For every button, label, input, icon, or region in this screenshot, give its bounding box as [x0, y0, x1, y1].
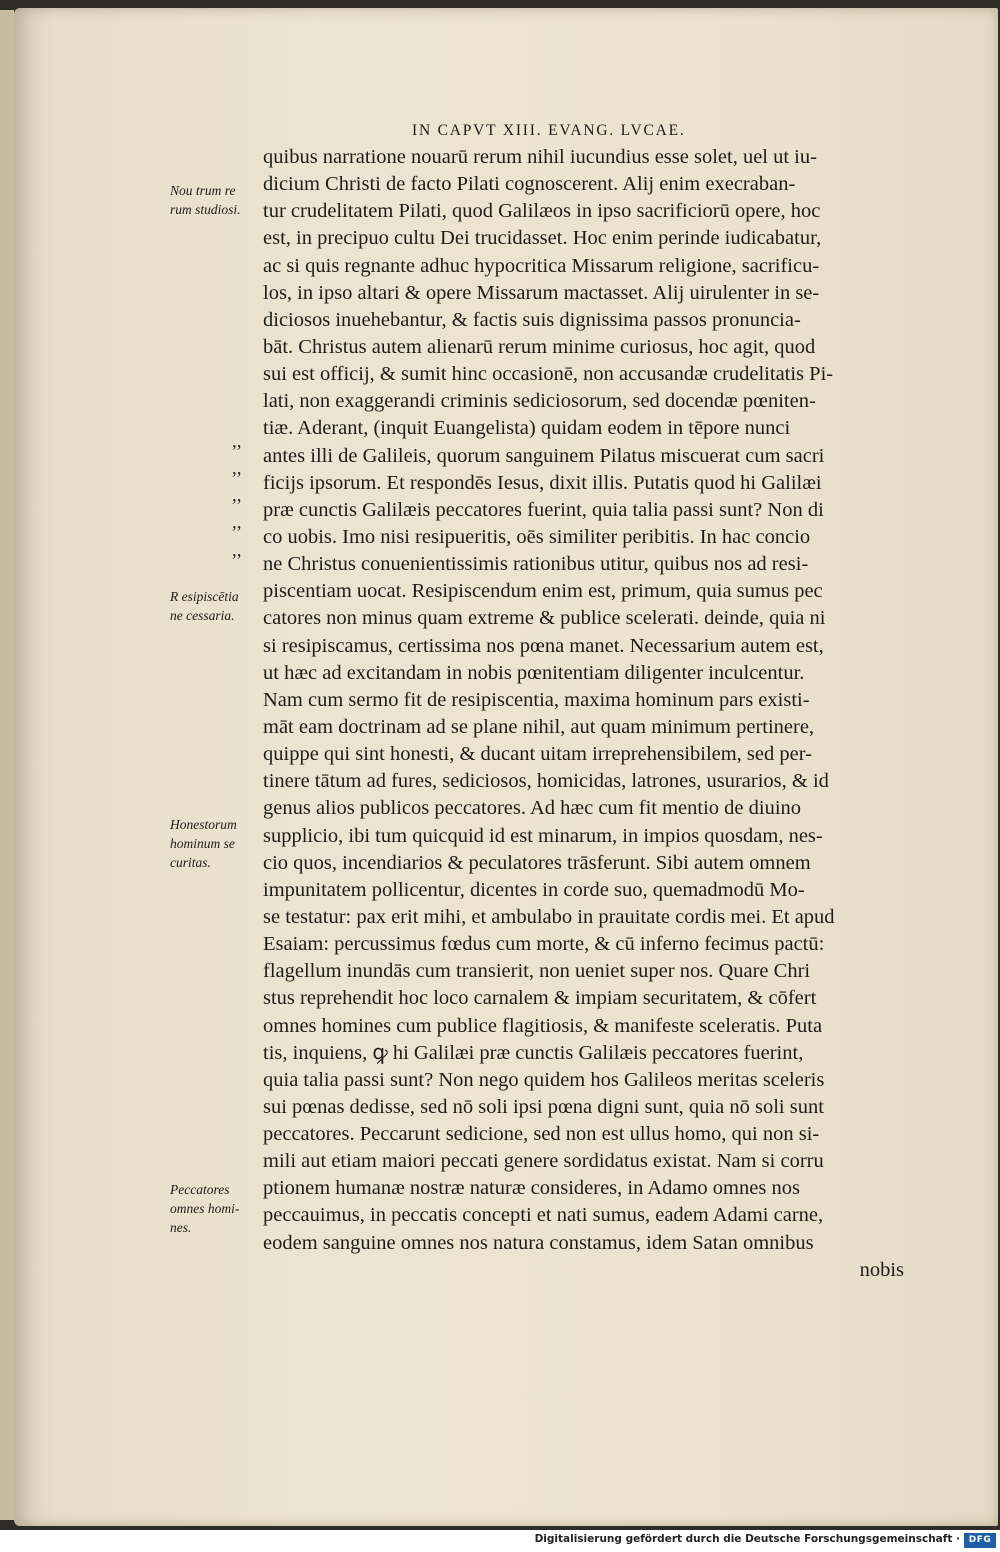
- marginal-note-line: Nou trum re: [170, 183, 236, 198]
- marginal-note-line: omnes homi-: [170, 1201, 240, 1216]
- text-line: catores non minus quam extreme & publice scelerati. deinde, quia ni: [263, 607, 826, 630]
- text-line: cio quos, incendiarios & peculatores trāsferunt. Sibi autem omnem: [263, 851, 811, 874]
- text-line: ne Christus conuenientissimis rationibus utitur, quibus nos ad resi-: [263, 553, 809, 576]
- text-line: si resipiscamus, certissima nos pœna manet. Necessarium autem est,: [263, 634, 824, 657]
- text-line: flagellum inundās cum transierit, non ueniet super nos. Quare Chri: [263, 960, 811, 983]
- marginal-note-line: ne cessaria.: [170, 608, 235, 623]
- text-line: ut hæc ad excitandam in nobis pœnitentiam diligenter inculcentur.: [263, 661, 805, 684]
- text-line: tiæ. Aderant, (inquit Euangelista) quidam eodem in tēpore nunci: [263, 417, 791, 440]
- text-line: Nam cum sermo fit de resipiscentia, maxima hominum pars existi-: [263, 688, 810, 711]
- quote-mark: ,,: [232, 539, 242, 561]
- text-line: est, in precipuo cultu Dei trucidasset. Hoc enim perinde iudicabatur,: [263, 227, 822, 250]
- text-line: genus alios publicos peccatores. Ad hæc cum fit mentio de diuino: [263, 797, 802, 820]
- text-line: omnes homines cum publice flagitiosis, & manifeste sceleratis. Puta: [263, 1014, 823, 1037]
- text-line: peccatores. Peccarunt sedicione, sed non est ullus homo, qui non si-: [263, 1123, 820, 1146]
- main-text-block: [263, 144, 908, 1284]
- text-line: tur crudelitatem Pilati, quod Galilæos in ipso sacrificiorū opere, hoc: [263, 200, 821, 223]
- marginal-note-line: Honestorum: [170, 817, 237, 832]
- marginal-note-line: hominum se: [170, 836, 235, 851]
- marginal-note-sinners: [170, 1180, 262, 1237]
- text-line: sui est officij, & sumit hinc occasionē, non accusandæ crudelitatis Pi-: [263, 363, 834, 386]
- text-line: dicium Christi de facto Pilati cognoscerent. Alij enim execraban-: [263, 173, 796, 196]
- funding-credit: Digitalisierung gefördert durch die Deutsche Forschungsgemeinschaft ·: [534, 1533, 960, 1545]
- text-line: Esaiam: percussimus fœdus cum morte, & cū inferno fecimus pactū:: [263, 933, 825, 956]
- text-line: præ cunctis Galilæis peccatores fuerint, quia talia passi sunt? Non di: [263, 498, 824, 521]
- text-line: stus reprehendit hoc loco carnalem & impiam securitatem, & cōfert: [263, 987, 817, 1010]
- text-line: co uobis. Imo nisi resipueritis, oēs similiter peribitis. In hac concio: [263, 525, 811, 548]
- text-line: piscentiam uocat. Resipiscendum enim est, primum, quia sumus pec: [263, 580, 823, 603]
- marginal-note-line: rum studiosi.: [170, 202, 241, 217]
- text-line: quibus narratione nouarū rerum nihil iucundius esse solet, uel ut iu-: [263, 146, 817, 168]
- marginal-note-honest-security: [170, 815, 262, 872]
- text-line: bāt. Christus autem alienarū rerum minime curiosus, hoc agit, quod: [263, 335, 816, 358]
- text-line: eodem sanguine omnes nos natura constamus, idem Satan omnibus: [263, 1231, 814, 1254]
- text-line: peccauimus, in peccatis concepti et nati sumus, eadem Adami carne,: [263, 1204, 824, 1227]
- text-line: lati, non exaggerandi criminis sediciosorum, sed docendæ pœniten-: [263, 390, 816, 413]
- text-line: antes illi de Galileis, quorum sanguinem Pilatus miscuerat cum sacri: [263, 444, 825, 467]
- text-line: diciosos inuehebantur, & factis suis dignissima passos pronuncia-: [263, 308, 801, 331]
- text-line: impunitatem pollicentur, dicentes in corde suo, quemadmodū Mo-: [263, 878, 805, 901]
- marginal-note-line: curitas.: [170, 855, 211, 870]
- marginal-note-news-seekers: [170, 181, 262, 219]
- text-line: sui pœnas dedisse, sed nō soli ipsi pœna digni sunt, quia nō soli sunt: [263, 1095, 824, 1118]
- quote-mark: ,,: [232, 431, 242, 452]
- text-line: mili aut etiam maiori peccati genere sordidatus existat. Nam si corru: [263, 1150, 824, 1173]
- marginal-note-line: Peccatores: [170, 1182, 230, 1197]
- text-line: supplicio, ibi tum quicquid id est minarum, in impios quosdam, nes-: [263, 824, 823, 847]
- text-line: ficijs ipsorum. Et respondēs Iesus, dixit illis. Putatis quod hi Galilæi: [263, 471, 822, 494]
- marginal-note-line: nes.: [170, 1220, 192, 1235]
- marginal-note-line: R esipiscētia: [170, 589, 239, 604]
- text-line: se testatur: pax erit mihi, et ambulabo in prauitate cordis mei. Et apud: [263, 905, 835, 928]
- page-edges: [0, 10, 14, 1520]
- quote-mark: ,,: [232, 485, 242, 507]
- quotation-marks-column: [232, 428, 262, 564]
- catchword: nobis: [859, 1258, 904, 1281]
- text-line: tinere tātum ad fures, sediciosos, homicidas, latrones, usurarios, & id: [263, 770, 829, 793]
- running-title: IN CAPVT XIII. EVANG. LVCAE.: [412, 122, 686, 139]
- quote-mark: ,,: [232, 458, 242, 480]
- text-line: ac si quis regnante adhuc hypocritica Missarum religione, sacrificu-: [263, 254, 820, 277]
- text-line: ptionem humanæ nostræ naturæ consideres, in Adamo omnes nos: [263, 1177, 800, 1200]
- text-line: los, in ipso altari & opere Missarum mactasset. Alij uirulenter in se-: [263, 281, 820, 304]
- text-line: māt eam doctrinam ad se plane nihil, aut quam minimum pertinere,: [263, 715, 815, 738]
- text-line: quia talia passi sunt? Non nego quidem hos Galileos meritas sceleris: [263, 1068, 825, 1091]
- quote-mark: ,,: [232, 512, 242, 534]
- marginal-note-repentance: [170, 587, 262, 625]
- footer-bar: [0, 1530, 1000, 1552]
- dfg-logo-icon: DFG: [964, 1533, 996, 1548]
- text-line: tis, inquiens, ꝙ hi Galilæi præ cunctis Galilæis peccatores fuerint,: [263, 1041, 804, 1064]
- text-line: quippe qui sint honesti, & ducant uitam irreprehensibilem, sed per-: [263, 743, 812, 766]
